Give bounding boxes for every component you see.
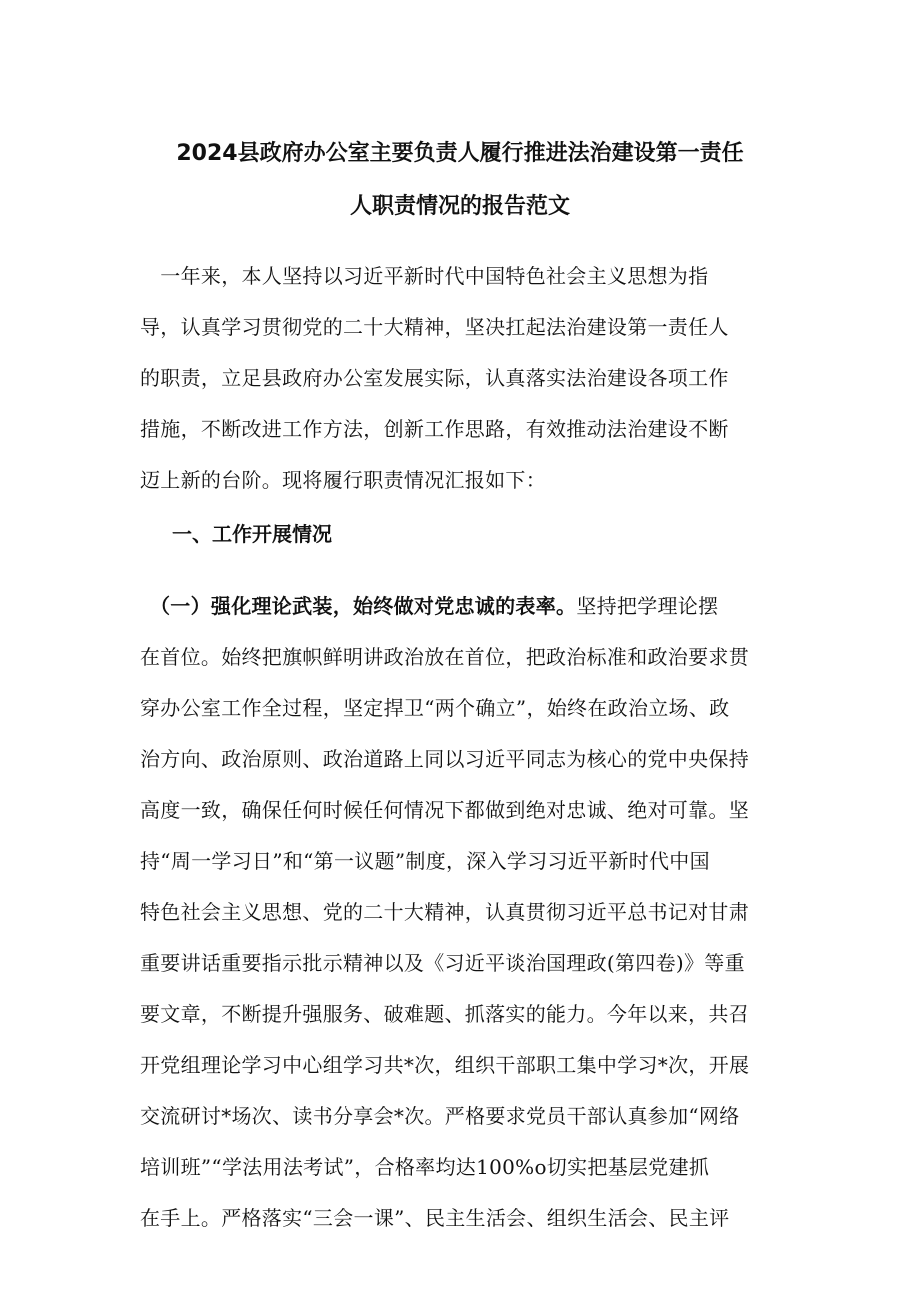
body-line: 在首位。始终把旗帜鲜明讲政治放在首位，把政治标准和政治要求贯 <box>140 645 749 669</box>
section-heading-1: 一、工作开展情况 <box>172 522 332 546</box>
subsection-heading-1: （一）强化理论武装，始终做对党忠诚的表率。 <box>150 594 577 618</box>
body-line: 持“周一学习日”和“第一议题”制度，深入学习习近平新时代中国 <box>140 849 710 873</box>
body-line: 高度一致，确保任何时候任何情况下都做到绝对忠诚、绝对可靠。坚 <box>140 798 749 822</box>
intro-line-3: 的职责，立足县政府办公室发展实际，认真落实法治建设各项工作 <box>140 366 729 390</box>
intro-line-1: 一年来，本人坚持以习近平新时代中国特色社会主义思想为指 <box>140 264 709 288</box>
subsection-first-line-rest: 坚持把学理论摆 <box>576 594 719 618</box>
body-line: 穿办公室工作全过程，坚定捍卫“两个确立”，始终在政治立场、政 <box>140 696 730 720</box>
intro-line-2: 导，认真学习贯彻党的二十大精神，坚决扛起法治建设第一责任人 <box>140 315 729 339</box>
intro-line-5: 迈上新的台阶。现将履行职责情况汇报如下： <box>140 468 546 492</box>
body-line: 交流研讨*场次、读书分享会*次。严格要求党员干部认真参加“网络 <box>140 1104 740 1128</box>
document-title-line-1: 2024县政府办公室主要负责人履行推进法治建设第一责任 <box>176 141 744 166</box>
body-line: 要文章，不断提升强服务、破难题、抓落实的能力。今年以来，共召 <box>140 1002 749 1026</box>
body-line: 治方向、政治原则、政治道路上同以习近平同志为核心的党中央保持 <box>140 747 749 771</box>
intro-line-4: 措施，不断改进工作方法，创新工作思路，有效推动法治建设不断 <box>140 417 729 441</box>
subsection-first-line <box>150 591 790 621</box>
body-line: 在手上。严格落实“三会一课”、民主生活会、组织生活会、民主评 <box>140 1206 730 1230</box>
body-line: 重要讲话重要指示批示精神以及《习近平谈治国理政(第四卷)》等重 <box>140 951 745 975</box>
body-line: 开党组理论学习中心组学习共*次，组织干部职工集中学习*次，开展 <box>140 1053 750 1077</box>
body-line: 特色社会主义思想、党的二十大精神，认真贯彻习近平总书记对甘肃 <box>140 900 749 924</box>
document-title-line-2: 人职责情况的报告范文 <box>349 194 570 219</box>
body-line: 培训班”“学法用法考试”，合格率均达100%o切实把基层党建抓 <box>140 1155 710 1179</box>
